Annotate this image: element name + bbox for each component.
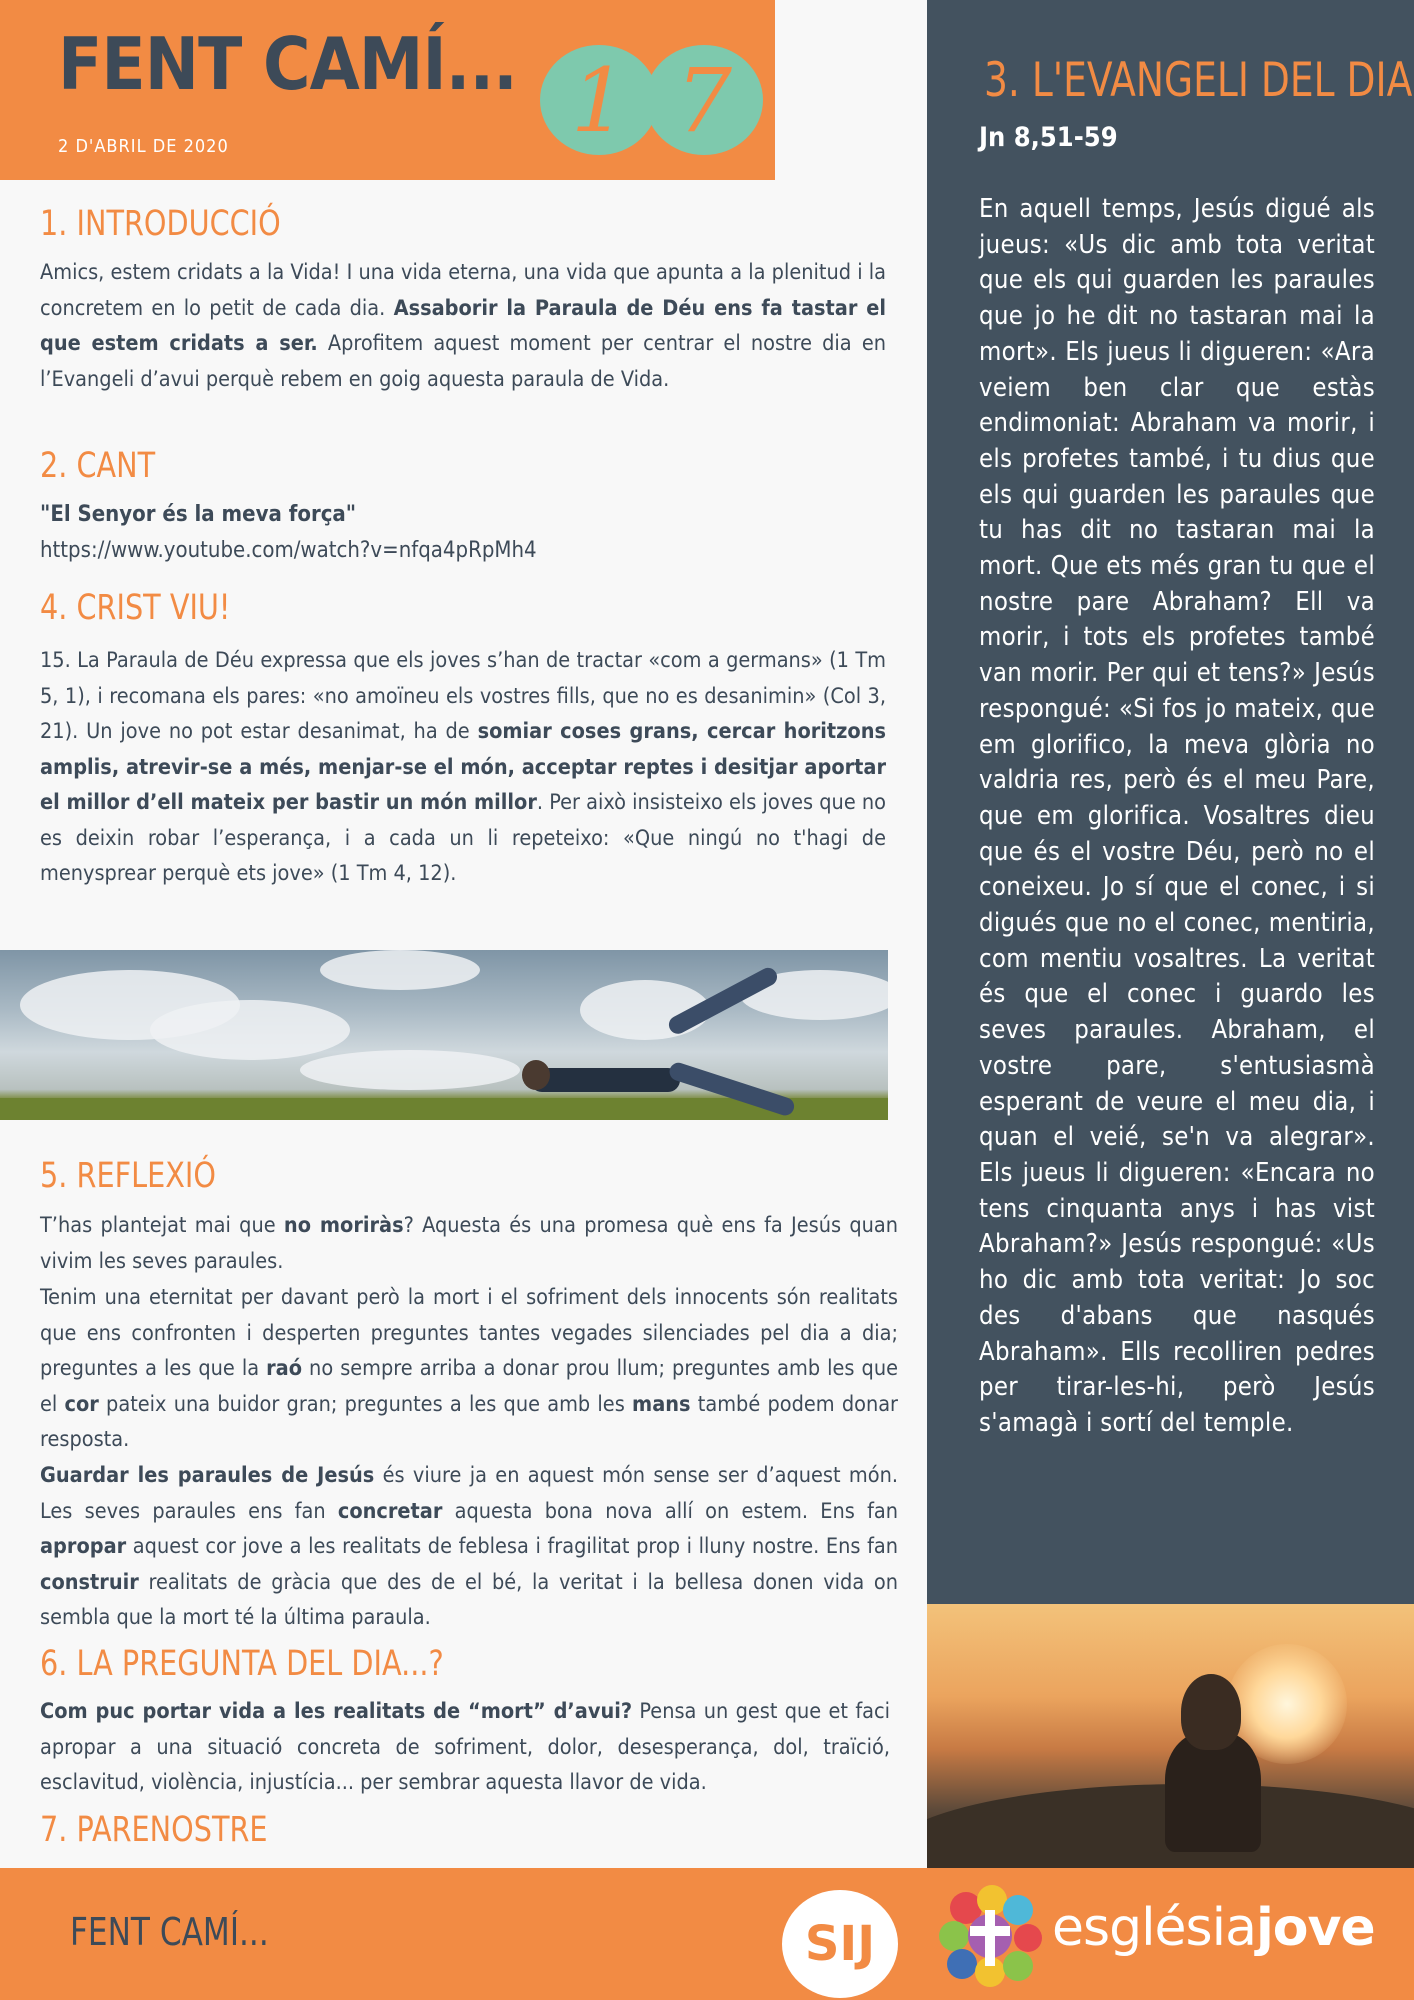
reflexio-paragraph-2: Tenim una eternitat per davant però la mort i el sofriment dels innocents són realitats que ens confronten i desperten preguntes tantes vegades silenciades pel dia a dia; preguntes a les que la raó no sempre arriba a donar prou llum; preguntes amb les que el cor pateix una buidor gran; preguntes a les que amb les mans també podem donar resposta. [40, 1285, 898, 1452]
song-title: "El Senyor és la meva força" [40, 502, 357, 527]
esglesia-jove-logo-icon [936, 1884, 1044, 1988]
day-number-circle-2: 7 [645, 45, 763, 155]
page-date: 2 D'ABRIL DE 2020 [58, 136, 229, 157]
gospel-panel [927, 0, 1414, 1604]
pregunta-paragraph: Com puc portar vida a les realitats de “mort” d’avui? Pensa un gest que et faci apropar a una situació concreta de sofriment, dolor, desesperança, dol, traïció, esclavitud, violència, injustícia... per sembrar aquesta llavor de vida. [40, 1699, 890, 1795]
page-title: FENT CAMÍ... [58, 22, 517, 106]
gospel-text: En aquell temps, Jesús digué als jueus: «Us dic amb tota veritat que els qui guarden les paraules que jo he dit no tastaran mai la mort». Els jueus li digueren: «Ara veiem ben clar que estàs endimoniat: Abraham va morir, i els profetes també, i tu dius que els qui guarden les paraules que tu has dit no tastaran mai la mort. Que ets més gran tu que el nostre pare Abraham? Ell va morir, i tots els profetes també van morir. Per qui et tens?» Jesús respongué: «Si fos jo mateix, que em glorifico, la meva glòria no valdria res, però és el meu Pare, que em glorifica. Vosaltres dieu que és el vostre Déu, però no el coneixeu. Jo sí que el conec, i si digués que no el conec, mentiria, com mentiu vosaltres. La veritat és que el conec i guardo les seves paraules. Abraham, el vostre pare, s'entusiasmà esperant de veure el meu dia, i quan el veié, se'n va alegrar». Els jueus li digueren: «Encara no tens cinquanta anys i has vist Abraham?» Jesús respongué: «Us ho dic amb tota veritat: Jo soc des d'abans que nasqués Abraham». Ells recolliren pedres per tirar-les-hi, però Jesús s'amagà i sortí del temple. [979, 194, 1375, 1438]
sij-logo: SIJ [782, 1890, 898, 1998]
sunset-photo [927, 1604, 1414, 1868]
crist-viu-paragraph: 15. La Paraula de Déu expressa que els joves s’han de tractar «com a germans» (1 Tm 5, 1), i recomana els pares: «no amoïneu els vostres fills, que no es desanimin» (Col 3, 21). Un jove no pot estar desanimat, ha de somiar coses grans, cercar horitzons amplis, atrevir-se a més, menjar-se el món, acceptar reptes i desitjar aportar el millor d’ell mateix per bastir un món millor. Per això insisteixo els joves que no es deixin robar l’esperança, i a cada un li repeteixo: «Que ningú no t'hagi de menysprear perquè ets jove» (1 Tm 4, 12). [40, 648, 886, 886]
reflexio-paragraph-1: T’has plantejat mai que no moriràs? Aquesta és una promesa què ens fa Jesús quan vivim les seves paraules. [40, 1213, 898, 1274]
esglesia-jove-logo-text: esglésiajove [1052, 1898, 1375, 1958]
heading-introduccio: 1. INTRODUCCIÓ [40, 204, 281, 244]
reflexio-paragraph-3: Guardar les paraules de Jesús és viure ja en aquest món sense ser d’aquest món. Les seves paraules ens fan concretar aquesta bona nova allí on estem. Ens fan apropar aquest cor jove a les realitats de feblesa i fragilitat prop i lluny nostre. Ens fan construir realitats de gràcia que des de el bé, la veritat i la bellesa donen vida on sembla que la mort té la última paraula. [40, 1463, 898, 1630]
header-banner [0, 0, 775, 180]
song-link[interactable]: https://www.youtube.com/watch?v=nfqa4pRpMh4 [40, 538, 537, 563]
heading-pregunta-del-dia: 6. LA PREGUNTA DEL DIA...? [40, 1644, 444, 1684]
heading-cant: 2. CANT [40, 446, 156, 486]
day-number-circle-1: 1 [540, 45, 658, 155]
heading-evangeli: 3. L'EVANGELI DEL DIA [984, 53, 1413, 108]
heading-crist-viu: 4. CRIST VIU! [40, 588, 231, 628]
heading-parenostre: 7. PARENOSTRE [40, 1810, 268, 1850]
footer-banner [0, 1868, 1414, 2000]
sky-grass-photo [0, 950, 888, 1120]
footer-title: FENT CAMÍ... [70, 1910, 269, 1954]
heading-reflexio: 5. REFLEXIÓ [40, 1156, 216, 1196]
gospel-reference: Jn 8,51-59 [979, 122, 1118, 153]
intro-paragraph: Amics, estem cridats a la Vida! I una vida eterna, una vida que apunta a la plenitud i la concretem en lo petit de cada dia. Assaborir la Paraula de Déu ens fa tastar el que estem cridats a ser. Aprofitem aquest moment per centrar el nostre dia en l’Evangeli d’avui perquè rebem en goig aquesta paraula de Vida. [40, 260, 886, 392]
